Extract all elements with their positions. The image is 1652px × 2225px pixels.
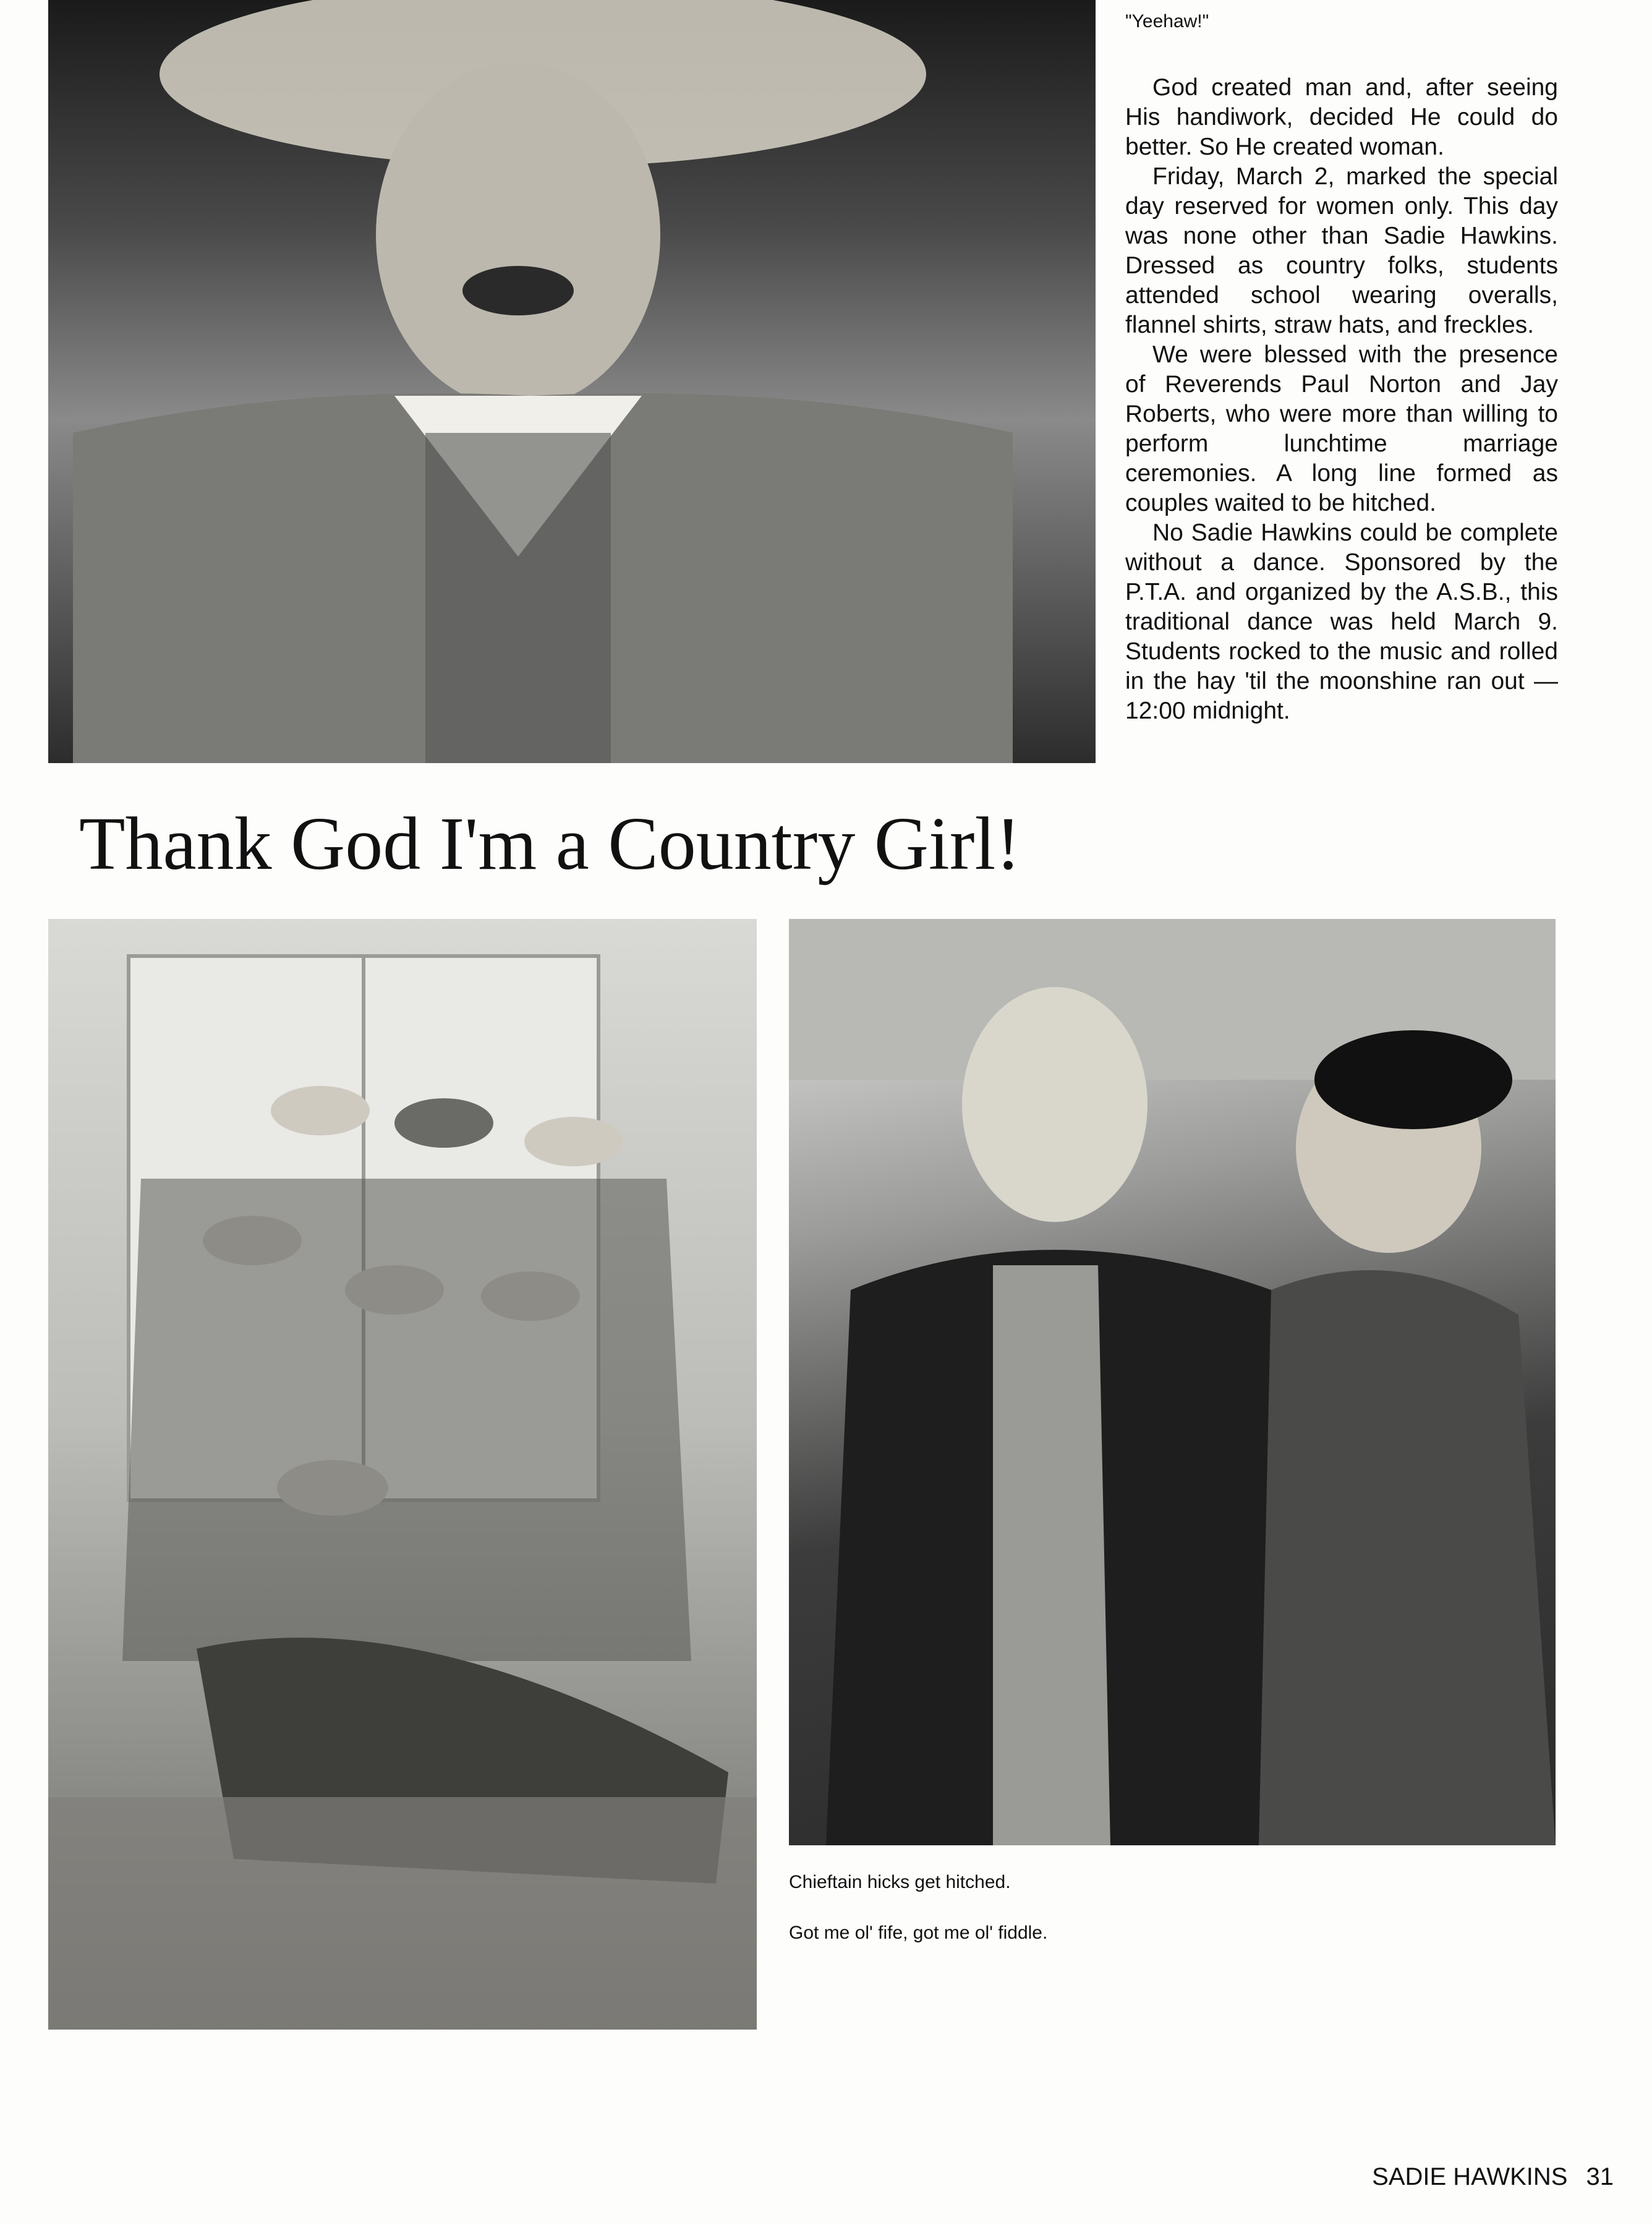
section-title: SADIE HAWKINS <box>1372 2163 1568 2190</box>
opening-quote: "Yeehaw!" <box>1125 11 1209 32</box>
top-photo-illustration <box>48 0 1096 763</box>
group-photo-illustration <box>48 919 757 2030</box>
couple-photo-illustration <box>789 919 1556 1845</box>
caption-hitched: Chieftain hicks get hitched. <box>789 1872 1011 1892</box>
page-number: 31 <box>1586 2163 1614 2190</box>
caption-fife-fiddle: Got me ol' fife, got me ol' fiddle. <box>789 1923 1048 1943</box>
group-photo-country-girls <box>48 919 757 2030</box>
paragraph-3: We were blessed with the presence of Reverends Paul Norton and Jay Roberts, who were more than willing to perform lunchtime marriage ceremonies. A long line formed as couples waited to be hitched. <box>1125 341 1558 516</box>
page-footer <box>1372 2163 1614 2191</box>
paragraph-2: Friday, March 2, marked the special day reserved for women only. This day was none other than Sadie Hawkins. Dressed as country folks, students attended school wearing overalls, flannel shirts, straw hats, and freckles. <box>1125 163 1558 338</box>
paragraph-1: God created man and, after seeing His handiwork, decided He could do better. So He created woman. <box>1125 74 1558 160</box>
article-body <box>1125 73 1558 726</box>
top-photo-girl-in-straw-hat <box>48 0 1096 763</box>
page-headline: Thank God I'm a Country Girl! <box>79 802 1021 886</box>
paragraph-4: No Sadie Hawkins could be complete without a dance. Sponsored by the P.T.A. and organized by the A.S.B., this traditional dance was held March 9. Students rocked to the music and rolled in the hay 'til the moonshine ran out — 12:00 midnight. <box>1125 519 1558 724</box>
couple-walking-photo <box>789 919 1556 1845</box>
